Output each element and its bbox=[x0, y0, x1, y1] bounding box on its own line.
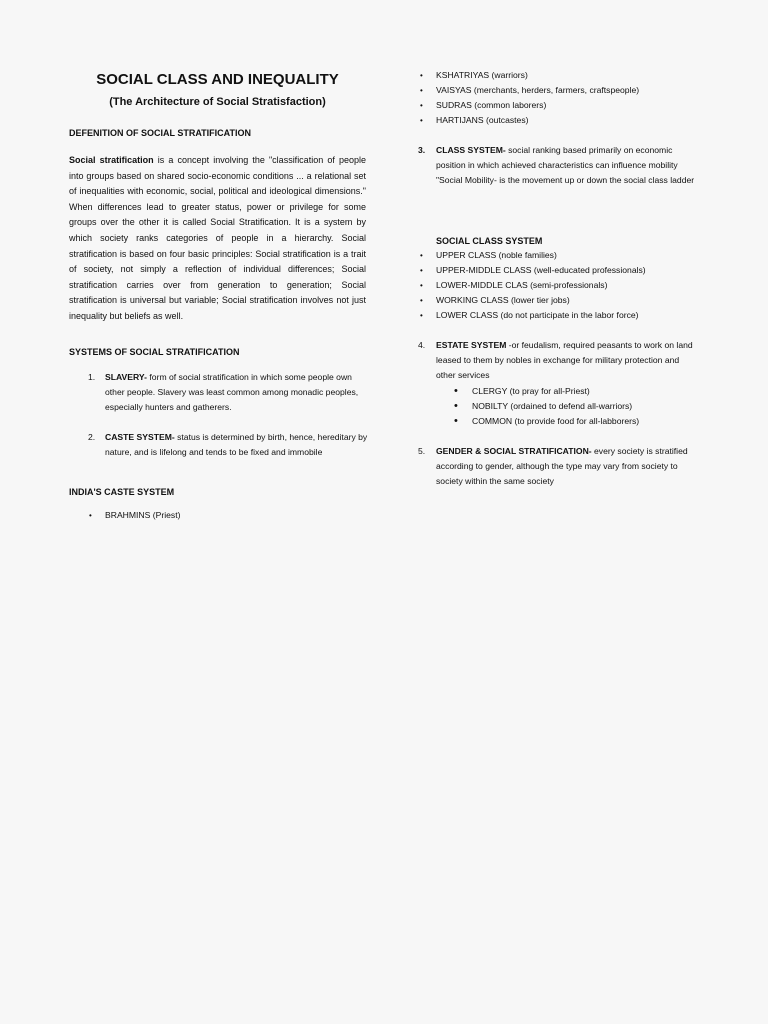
list-item-text: SUDRAS (common laborers) bbox=[436, 100, 547, 110]
list-item-text: UPPER CLASS (noble families) bbox=[436, 250, 557, 260]
definition-paragraph bbox=[69, 153, 366, 325]
definition-heading: DEFENITION OF SOCIAL STRATIFICATION bbox=[69, 128, 251, 138]
definition-text: is a concept involving the "classification of people into groups based on shared socio-economic conditions ... a relational set of inequalities with economic, social, political and ideological dimensions." When differences lead to greater status, power or privilege for some groups over the other it is called Social Stratification. It is a system by which society ranks categories of people in a hierarchy. Social stratification is based on four basic principles: Social stratification is a trait of society, not simply a reflection of individual differences; Social stratification carries over from generation to generation; Social stratification is universal but variable; Social stratification involves not just inequality but beliefs as well. bbox=[69, 155, 366, 321]
system-number: 3. bbox=[418, 145, 426, 155]
list-item bbox=[89, 508, 355, 523]
system-text: social ranking based primarily on economic position in which achieved characteristics can influence mobility bbox=[436, 145, 678, 170]
list-item-text: WORKING CLASS (lower tier jobs) bbox=[436, 295, 570, 305]
list-item bbox=[420, 83, 706, 98]
definition-term: Social stratification bbox=[69, 155, 154, 165]
bullet-icon: • bbox=[420, 251, 423, 260]
system-term: ESTATE SYSTEM bbox=[436, 340, 507, 350]
list-item bbox=[420, 278, 706, 293]
bullet-icon: • bbox=[420, 296, 423, 305]
bullet-icon: • bbox=[420, 86, 423, 95]
system-text: form of social stratification in which some people own other people. Slavery was least common among monadic peoples, especially hunters and gatherers. bbox=[105, 372, 359, 412]
list-item-text: COMMON (to provide food for all-labborers) bbox=[472, 416, 640, 426]
system-text: every society is stratified according to gender, although the type may vary from society to society within the same society bbox=[436, 446, 688, 486]
list-item bbox=[420, 263, 706, 278]
systems-heading: SYSTEMS OF SOCIAL STRATIFICATION bbox=[69, 347, 240, 357]
list-item bbox=[420, 248, 706, 263]
system-term: GENDER & SOCIAL STRATIFICATION- bbox=[436, 446, 592, 456]
list-item-text: BRAHMINS (Priest) bbox=[105, 510, 181, 520]
list-item-text: KSHATRIYAS (warriors) bbox=[436, 70, 528, 80]
bullet-icon: • bbox=[454, 415, 458, 427]
bullet-icon: • bbox=[420, 101, 423, 110]
list-item bbox=[420, 308, 706, 323]
bullet-icon: • bbox=[420, 266, 423, 275]
list-item bbox=[420, 293, 706, 308]
bullet-icon: • bbox=[420, 71, 423, 80]
social-class-list bbox=[420, 248, 706, 323]
list-item-text: HARTIJANS (outcastes) bbox=[436, 115, 529, 125]
list-item bbox=[420, 68, 706, 83]
list-item-text: CLERGY (to pray for all-Priest) bbox=[472, 386, 590, 396]
system-term: SLAVERY- bbox=[105, 372, 148, 382]
system-item-slavery bbox=[88, 370, 368, 415]
bullet-icon: • bbox=[454, 400, 458, 412]
system-term: CASTE SYSTEM- bbox=[105, 432, 175, 442]
system-text: status is determined by birth, hence, hereditary by nature, and is lifelong and tends to be fixed and immobile bbox=[105, 432, 368, 457]
list-item-text: LOWER CLASS (do not participate in the labor force) bbox=[436, 310, 639, 320]
system-term: CLASS SYSTEM- bbox=[436, 145, 506, 155]
bullet-icon: • bbox=[420, 281, 423, 290]
page-subtitle: (The Architecture of Social Stratisfaction) bbox=[109, 96, 326, 108]
page-title: SOCIAL CLASS AND INEQUALITY bbox=[96, 71, 339, 88]
list-item bbox=[454, 399, 712, 414]
bullet-icon: • bbox=[454, 385, 458, 397]
caste-list-left bbox=[89, 508, 355, 523]
system-number: 4. bbox=[418, 340, 426, 350]
list-item-text: VAISYAS (merchants, herders, farmers, craftspeople) bbox=[436, 85, 640, 95]
social-class-heading: SOCIAL CLASS SYSTEM bbox=[436, 236, 543, 246]
bullet-icon: • bbox=[420, 311, 423, 320]
list-item bbox=[454, 414, 712, 429]
system-item-caste bbox=[88, 430, 368, 460]
caste-list-right bbox=[420, 68, 706, 128]
system-text: -or feudalism, required peasants to work on land leased to them by nobles in exchange for military protection and other services bbox=[436, 340, 693, 380]
list-item bbox=[420, 98, 706, 113]
list-item bbox=[420, 113, 706, 128]
system-item-estate bbox=[418, 338, 700, 383]
estate-list bbox=[454, 384, 712, 429]
system-number: 5. bbox=[418, 446, 426, 456]
list-item bbox=[454, 384, 712, 399]
system-item-class bbox=[418, 143, 700, 188]
system-item-gender bbox=[418, 444, 700, 489]
list-item-text: UPPER-MIDDLE CLASS (well-educated professionals) bbox=[436, 265, 646, 275]
system-number: 1. bbox=[88, 372, 96, 382]
social-mobility-note: "Social Mobility- is the movement up or down the social class ladder bbox=[436, 175, 695, 185]
list-item-text: NOBILTY (ordained to defend all-warriors) bbox=[472, 401, 633, 411]
system-number: 2. bbox=[88, 432, 96, 442]
bullet-icon: • bbox=[89, 511, 92, 520]
list-item-text: LOWER-MIDDLE CLAS (semi-professionals) bbox=[436, 280, 608, 290]
bullet-icon: • bbox=[420, 116, 423, 125]
india-caste-heading: INDIA'S CASTE SYSTEM bbox=[69, 487, 175, 497]
